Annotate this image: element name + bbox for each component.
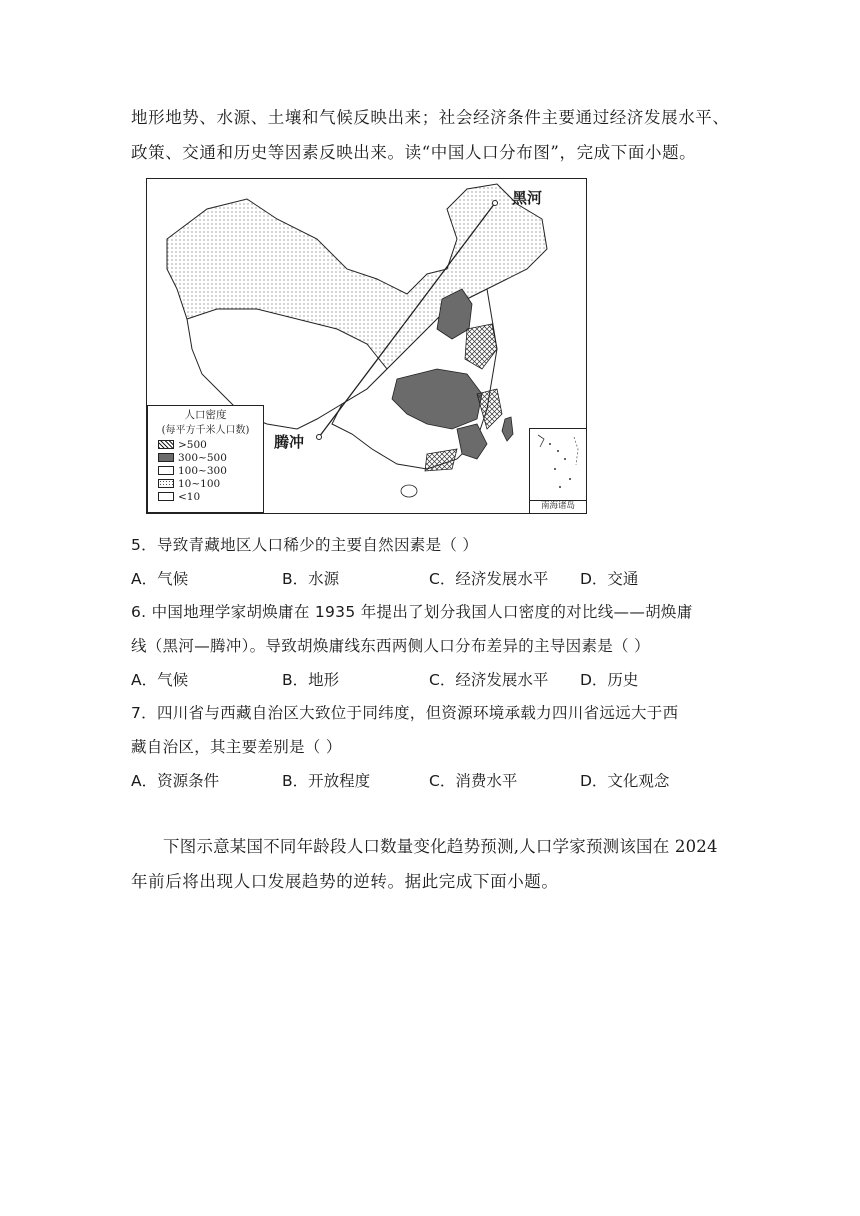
option-b[interactable]: B．地形 <box>282 671 340 689</box>
option-a[interactable]: A．资源条件 <box>131 772 220 790</box>
heihe-label: 黑河 <box>512 189 543 207</box>
legend-item-5: <10 <box>158 490 263 503</box>
option-d[interactable]: D．文化观念 <box>580 772 670 790</box>
heihe-marker <box>493 201 498 206</box>
intro-line-1: 地形地势、水源、土壤和气候反映出来；社会经济条件主要通过经济发展水平、 <box>131 108 730 127</box>
legend-item-3: 100~300 <box>158 464 263 477</box>
legend-subtitle: (每平方千米人口数) <box>161 425 250 436</box>
white-swatch-icon <box>158 466 174 475</box>
legend-item-2: 300~500 <box>158 451 263 464</box>
crosshatch-swatch-icon <box>158 440 174 449</box>
dark-swatch-icon <box>158 453 174 462</box>
hainan-island <box>401 485 417 497</box>
empty-swatch-icon <box>158 492 174 501</box>
tengchong-marker <box>317 435 322 440</box>
question-5-stem: 5．导致青藏地区人口稀少的主要自然因素是（ ） <box>131 536 479 554</box>
legend-title: 人口密度 <box>184 409 227 421</box>
outro-line-2: 年前后将出现人口发展趋势的逆转。据此完成下面小题。 <box>131 872 559 891</box>
option-c[interactable]: C．经济发展水平 <box>429 671 549 689</box>
legend-item-1: >500 <box>158 438 263 451</box>
south-china-sea-inset <box>529 428 586 513</box>
inset-label: 南海诸岛 <box>530 500 586 512</box>
question-6-stem-line-1: 6. 中国地理学家胡焕庸在 1935 年提出了划分我国人口密度的对比线——胡焕庸 <box>131 603 693 621</box>
option-c[interactable]: C．经济发展水平 <box>429 570 549 588</box>
question-7-stem-line-1: 7．四川省与西藏自治区大致位于同纬度，但资源环境承载力四川省远远大于西 <box>131 704 679 722</box>
option-d[interactable]: D．历史 <box>580 671 639 689</box>
question-7-stem-line-2: 藏自治区，其主要差别是（ ） <box>131 738 342 756</box>
china-population-map <box>146 178 587 514</box>
outro-line-1: 下图示意某国不同年龄段人口数量变化趋势预测,人口学家预测该国在 2024 <box>163 837 718 856</box>
legend-item-4: 10~100 <box>158 477 263 490</box>
dotted-swatch-icon <box>158 479 174 488</box>
taiwan-island <box>502 417 513 441</box>
tengchong-label: 腾冲 <box>274 433 305 451</box>
question-6-stem-line-2: 线（黑河—腾冲）。导致胡焕庸线东西两侧人口分布差异的主导因素是（ ） <box>131 637 650 655</box>
option-d[interactable]: D．交通 <box>580 570 639 588</box>
inset-islands-graphic <box>530 429 586 501</box>
intro-line-2: 政策、交通和历史等因素反映出来。读“中国人口分布图”，完成下面小题。 <box>131 143 697 162</box>
option-b[interactable]: B．开放程度 <box>282 772 371 790</box>
option-a[interactable]: A．气候 <box>131 671 189 689</box>
option-c[interactable]: C．消费水平 <box>429 772 518 790</box>
option-b[interactable]: B．水源 <box>282 570 340 588</box>
option-a[interactable]: A．气候 <box>131 570 189 588</box>
map-legend <box>147 405 264 513</box>
